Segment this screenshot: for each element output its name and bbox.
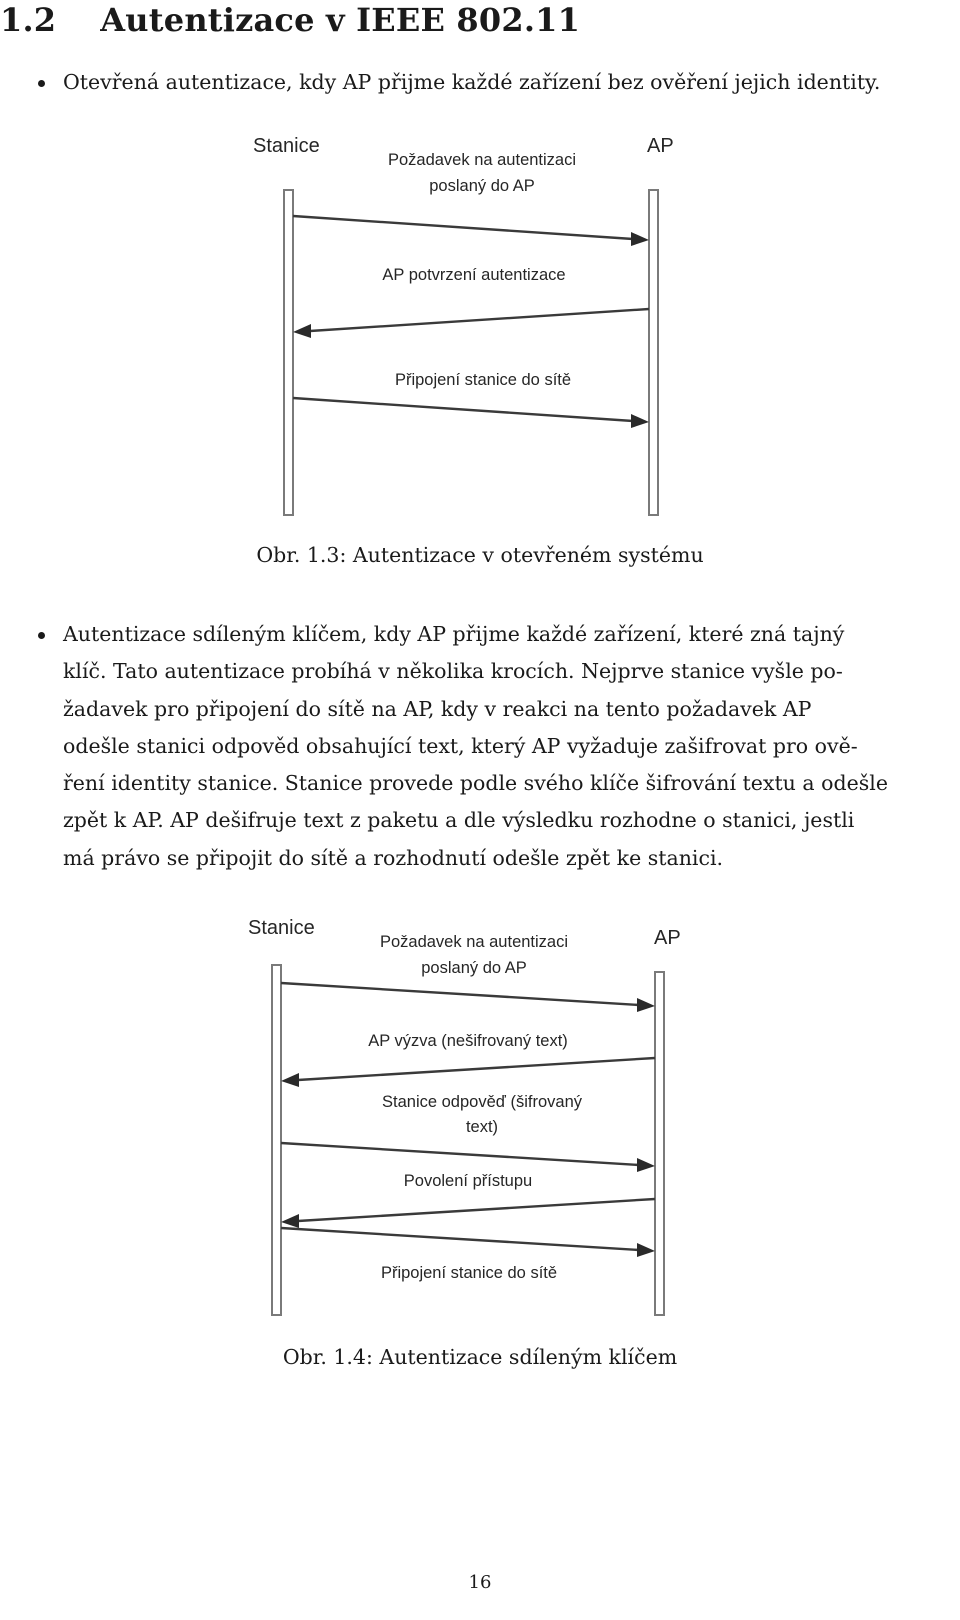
figure-shared-key-diagram: [240, 910, 700, 1325]
paragraph-line: ření identity stanice. Stanice provede podle svého klíče šifrování textu a odešle: [63, 771, 888, 796]
message-1-arrowhead: [637, 998, 655, 1012]
message-4-label: Povolení přístupu: [403, 1172, 533, 1190]
message-2-label: AP potvrzení autentizace: [382, 266, 566, 284]
bullet-dot: [38, 632, 45, 639]
message-1-arrow: [281, 983, 639, 1005]
bullet-dot: [38, 80, 45, 87]
paragraph-line: odešle stanici odpověd obsahující text, který AP vyžaduje zašifrovat pro ově-: [63, 733, 858, 758]
message-3-label: Připojení stanice do sítě: [394, 371, 572, 389]
message-2-label: AP výzva (nešifrovaný text): [368, 1032, 568, 1050]
message-3-arrow: [281, 1143, 639, 1165]
paragraph-line: má právo se připojit do sítě a rozhodnutí odešle zpět ke stanici.: [63, 845, 724, 870]
message-5-label: Připojení stanice do sítě: [380, 1264, 558, 1282]
message-3-arrowhead: [631, 414, 649, 428]
bullet-open-auth: [38, 64, 918, 101]
message-2-arrow: [298, 1058, 655, 1080]
section-title: Autentizace v IEEE 802.11: [100, 1, 581, 39]
paragraph-line: zpět k AP. AP dešifruje text z paketu a dle výsledku rozhodne o stanici, jestli: [63, 808, 855, 833]
message-1-label-line2: poslaný do AP: [429, 177, 535, 195]
message-3-label-line2: text): [465, 1118, 499, 1136]
paragraph-line: žadavek pro připojení do sítě na AP, kdy v reakci na tento požadavek AP: [63, 696, 812, 721]
message-2-arrowhead: [293, 324, 311, 338]
message-5-arrow: [281, 1228, 639, 1250]
message-4-arrow: [298, 1199, 655, 1221]
station-lifeline: [272, 965, 281, 1315]
message-5-arrowhead: [637, 1243, 655, 1257]
ap-lifeline: [655, 972, 664, 1315]
message-2-arrow: [310, 309, 649, 331]
message-3-arrow: [293, 398, 633, 421]
figure-1-4-caption: Obr. 1.4: Autentizace sdíleným klíčem: [282, 1345, 678, 1369]
station-label: Stanice: [253, 135, 320, 157]
bullet-open-auth-text: Otevřená autentizace, kdy AP přijme každé zařízení bez ověření jejich identity.: [63, 70, 881, 94]
message-1-label-line2: poslaný do AP: [421, 959, 527, 977]
section-heading: [0, 0, 580, 40]
page-number: 16: [468, 1572, 492, 1593]
message-1-arrow: [293, 216, 633, 239]
station-label: Stanice: [248, 917, 315, 939]
ap-label: AP: [654, 927, 681, 949]
message-1-label: Požadavek na autentizaci: [379, 933, 569, 951]
message-1-arrowhead: [631, 232, 649, 246]
message-4-arrowhead: [281, 1214, 299, 1228]
paragraph-line: klíč. Tato autentizace probíhá v několika krocích. Nejprve stanice vyšle po-: [63, 659, 843, 684]
message-3-label: Stanice odpověď (šifrovaný: [382, 1093, 582, 1111]
section-number: 1.2: [0, 1, 57, 39]
figure-open-auth-diagram: [240, 128, 700, 523]
bullet-shared-key-text: [63, 616, 928, 877]
message-1-label: Požadavek na autentizaci: [387, 151, 577, 169]
message-3-arrowhead: [637, 1158, 655, 1172]
paragraph-line: Autentizace sdíleným klíčem, kdy AP přijme každé zařízení, které zná tajný: [63, 622, 845, 646]
ap-label: AP: [647, 135, 674, 157]
figure-1-3-caption: Obr. 1.3: Autentizace v otevřeném systému: [256, 543, 704, 567]
station-lifeline: [284, 190, 293, 515]
ap-lifeline: [649, 190, 658, 515]
message-2-arrowhead: [281, 1073, 299, 1087]
